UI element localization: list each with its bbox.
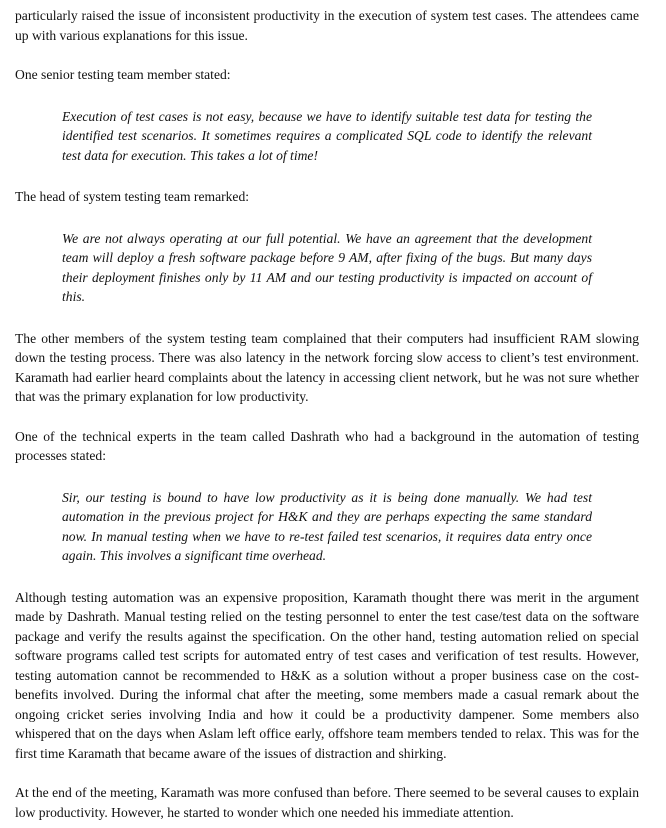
paragraph-automation-discussion: Although testing automation was an expensive proposition, Karamath thought there was merit in the argument made by Dashrath. Manual testing relied on the testing personnel to enter the test case/test data on the software package and verify the results against the specification. On the other hand, testing automation relied on special software programs called test scripts for automated entry of test cases and verification of test results. However, testing automation cannot be recommended to H&K as a solution without a proper business case on the cost-benefits involved. During the informal chat after the meeting, some members made a casual remark about the ongoing cricket series involving India and how it could be a productivity dampener. Some members also whispered that on the days when Aslam left office early, offshore team members tended to relax. This was for the first time Karamath that became aware of the issues of distraction and shirking. [15, 589, 639, 761]
paragraph-senior-member-lead: One senior testing team member stated: [15, 67, 231, 82]
quote-senior-member: Execution of test cases is not easy, because we have to identify suitable test data for testing the identified test scenarios. It sometimes requires a complicated SQL code to identify the relevant test data for execution. This takes a lot of time! [62, 108, 592, 163]
paragraph-head-lead: The head of system testing team remarked: [15, 189, 250, 204]
paragraph-intro: particularly raised the issue of inconsistent productivity in the execution of system test cases. The attendees came up with various explanations for this issue. [15, 8, 639, 43]
paragraph-team-complaints: The other members of the system testing team complained that their computers had insufficient RAM slowing down the testing process. There was also latency in the network forcing slow access to client’s test environment. Karamath had earlier heard complaints about the latency in accessing client network, but he was not sure whether that was the primary explanation for low productivity. [15, 330, 639, 404]
document-page [15, 6, 639, 822]
paragraph-dashrath-lead: One of the technical experts in the team called Dashrath who had a background in the automation of testing processes stated: [15, 428, 639, 463]
quote-head-of-testing: We are not always operating at our full potential. We have an agreement that the development team will deploy a fresh software package before 9 AM, after fixing of the bugs. But many days their deployment finishes only by 11 AM and our testing productivity is impacted on account of this. [62, 230, 592, 304]
paragraph-conclusion: At the end of the meeting, Karamath was more confused than before. There seemed to be several causes to explain low productivity. However, he started to wonder which one needed his immediate attention. [15, 785, 639, 820]
quote-dashrath: Sir, our testing is bound to have low productivity as it is being done manually. We had test automation in the previous project for H&K and they are perhaps expecting the same standard now. In manual testing when we have to re-test failed test scenarios, it requires data entry once again. This involves a significant time overhead. [62, 489, 592, 563]
